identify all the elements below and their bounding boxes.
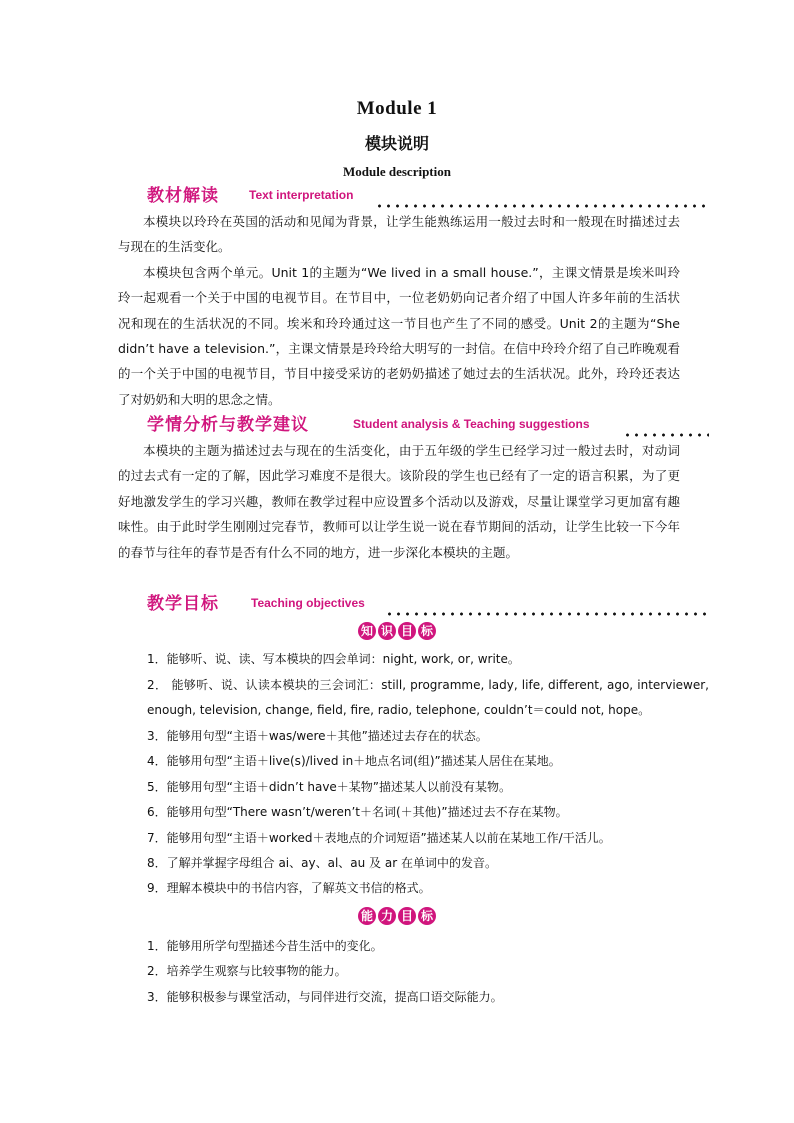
section-body-student-analysis [118, 438, 680, 565]
section-header-student-analysis [147, 412, 709, 438]
list-item: 5．能够用句型“主语＋didn’t have＋某物”描述某人以前没有某物。 [147, 780, 512, 794]
section-title: 学情分析与教学建议 [147, 415, 309, 435]
dotted-leader [623, 433, 709, 437]
section-header-teaching-objectives [147, 591, 709, 617]
section-title: 教材解读 [147, 186, 219, 206]
paragraph: 本模块包含两个单元。Unit 1的主题为“We lived in a small house.”，主课文情景是埃米叫玲玲一起观看一个关于中国的电视节目。在节目中，一位老奶奶向记者介绍了中国人许多年前的生活状况和现在的生活状况的不同。埃米和玲玲通过这一节目也产生了不同的感受。Unit 2的主题为“She didn’t have a television.”，主课文情景是玲玲给大明写的一封信。在信中玲玲介绍了自己昨晚观看的一个关于中国的电视节目，节目中接受采访的老奶奶描述了她过去的生活状况。此外，玲玲还表达了对奶奶和大明的思念之情。 [118, 264, 680, 407]
ability-objectives-badge [0, 907, 794, 925]
badge-char: 标 [418, 907, 436, 925]
list-item: 3．能够用句型“主语＋was/were＋其他”描述过去存在的状态。 [147, 729, 488, 743]
list-item: 2．培养学生观察与比较事物的能力。 [147, 964, 347, 978]
module-subtitle-english: Module description [343, 164, 451, 179]
section-title: 教学目标 [147, 594, 219, 614]
badge-char: 识 [378, 622, 396, 640]
badge-char: 能 [358, 907, 376, 925]
section-title-english: Teaching objectives [251, 596, 365, 610]
list-item: 2． 能够听、说、认读本模块的三会词汇：still, programme, lady, life, different, ago, interviewer, enough, television, change, field, fire, radio, telephone, couldn’t＝could not, hope。 [147, 678, 709, 718]
section-header-text-interpretation [147, 183, 709, 209]
section-body-text-interpretation [118, 209, 680, 412]
module-subtitle: 模块说明 [364, 134, 429, 153]
badge-char: 力 [378, 907, 396, 925]
badge-char: 目 [398, 622, 416, 640]
list-item: 9．理解本模块中的书信内容，了解英文书信的格式。 [147, 881, 431, 895]
section-title-english: Student analysis & Teaching suggestions [353, 417, 590, 431]
list-item: 4．能够用句型“主语＋live(s)/lived in＋地点名词(组)”描述某人居住在某地。 [147, 754, 561, 768]
paragraph: 本模块以玲玲在英国的活动和见闻为背景，让学生能熟练运用一般过去时和一般现在时描述过去与现在的生活变化。 [118, 214, 680, 255]
dotted-leader [375, 204, 709, 208]
module-title: Module 1 [356, 98, 438, 119]
list-item: 7．能够用句型“主语＋worked＋表地点的介词短语”描述某人以前在某地工作/干活儿。 [147, 831, 611, 845]
list-item: 1．能够听、说、读、写本模块的四会单词：night, work, or, write。 [147, 652, 520, 666]
dotted-leader [385, 612, 709, 616]
list-item: 8．了解并掌握字母组合 ai、ay、al、au 及 ar 在单词中的发音。 [147, 856, 497, 870]
list-item: 1．能够用所学句型描述今昔生活中的变化。 [147, 939, 383, 953]
section-title-english: Text interpretation [249, 188, 354, 202]
knowledge-objectives-badge [0, 622, 794, 640]
list-item: 3．能够积极参与课堂活动，与同伴进行交流，提高口语交际能力。 [147, 990, 503, 1004]
badge-char: 知 [358, 622, 376, 640]
badge-char: 标 [418, 622, 436, 640]
list-item: 6．能够用句型“There wasn’t/weren’t＋名词(＋其他)”描述过去不存在某物。 [147, 805, 568, 819]
badge-char: 目 [398, 907, 416, 925]
paragraph: 本模块的主题为描述过去与现在的生活变化，由于五年级的学生已经学习过一般过去时，对动词的过去式有一定的了解，因此学习难度不是很大。该阶段的学生也已经有了一定的语言积累，为了更好地激发学生的学习兴趣，教师在教学过程中应设置多个活动以及游戏，尽量让课堂学习更加富有趣味性。由于此时学生刚刚过完春节，教师可以让学生说一说在春节期间的活动，让学生比较一下今年的春节与往年的春节是否有什么不同的地方，进一步深化本模块的主题。 [118, 443, 680, 560]
